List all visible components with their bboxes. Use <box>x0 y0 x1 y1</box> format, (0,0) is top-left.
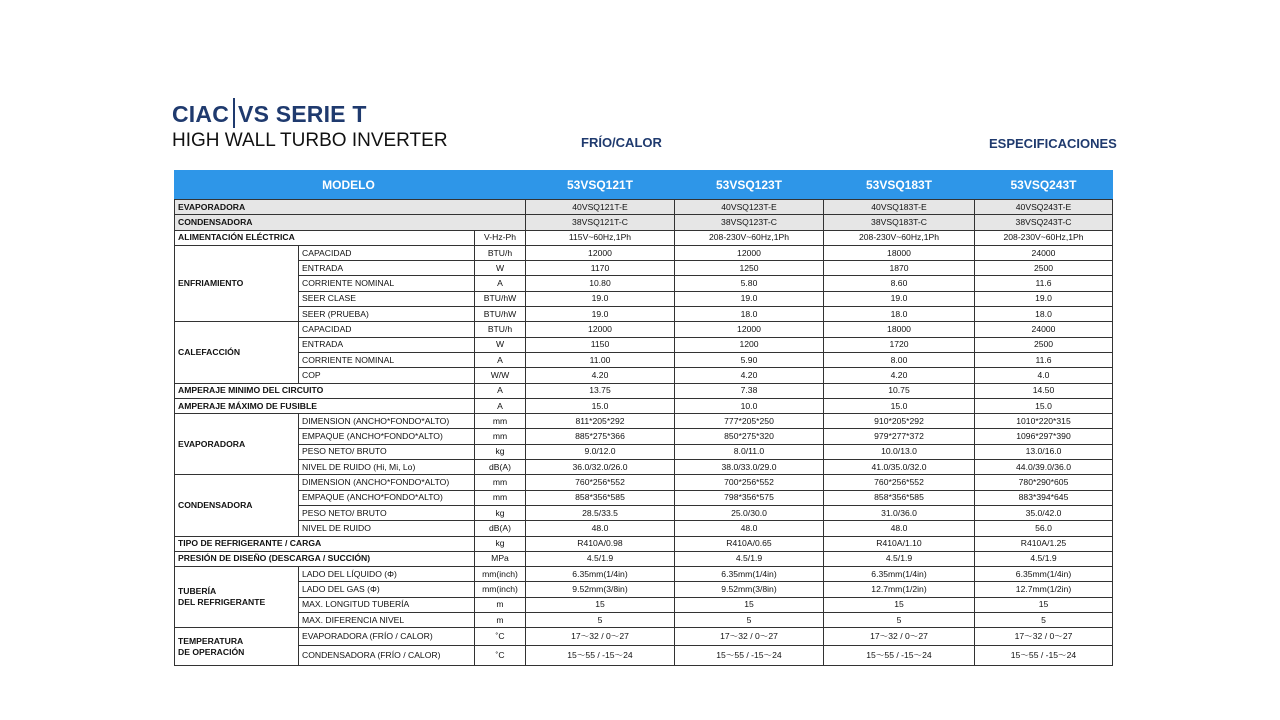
cell-value: 24000 <box>975 245 1113 260</box>
spec-table <box>174 170 1113 666</box>
table-row <box>175 567 1113 582</box>
unit-cell: mm <box>475 475 526 490</box>
cell-value: 4.0 <box>975 368 1113 383</box>
unit-cell: mm <box>475 429 526 444</box>
cell-value: 10.75 <box>824 383 975 398</box>
brand-right: VS SERIE T <box>238 101 367 127</box>
cell-value: 6.35mm(1/4in) <box>675 567 824 582</box>
unit-cell: m <box>475 597 526 612</box>
table-row <box>175 368 1113 383</box>
cell-value: 36.0/32.0/26.0 <box>526 460 675 475</box>
table-row <box>175 276 1113 291</box>
cell-value: 5 <box>824 613 975 628</box>
cell-value: 780*290*605 <box>975 475 1113 490</box>
table-row <box>175 597 1113 612</box>
cell-value: 1096*297*390 <box>975 429 1113 444</box>
cell-value: 14.50 <box>975 383 1113 398</box>
cell-value: 6.35mm(1/4in) <box>975 567 1113 582</box>
param-label: NIVEL DE RUIDO <box>299 521 475 536</box>
unit-cell: BTU/hW <box>475 291 526 306</box>
cell-value: 38VSQ121T-C <box>526 215 675 230</box>
group-label: CONDENSADORA <box>175 475 299 536</box>
cell-value: 48.0 <box>824 521 975 536</box>
unit-cell: kg <box>475 444 526 459</box>
cell-value: 4.20 <box>675 368 824 383</box>
param-label: CONDENSADORA (FRÍO / CALOR) <box>299 646 475 666</box>
cell-value: 9.0/12.0 <box>526 444 675 459</box>
cell-value: 12000 <box>675 245 824 260</box>
brand-divider <box>233 98 235 128</box>
unit-cell: mm(inch) <box>475 582 526 597</box>
table-row <box>175 261 1113 276</box>
cell-value: R410A/0.98 <box>526 536 675 551</box>
table-row <box>175 475 1113 490</box>
cell-value: 760*256*552 <box>824 475 975 490</box>
row-label: AMPERAJE MÁXIMO DE FUSIBLE <box>175 398 475 413</box>
cell-value: 13.0/16.0 <box>975 444 1113 459</box>
cell-value: 18.0 <box>824 307 975 322</box>
cell-value: 9.52mm(3/8in) <box>526 582 675 597</box>
cell-value: 4.5/1.9 <box>824 551 975 566</box>
cell-value: 4.5/1.9 <box>526 551 675 566</box>
param-label: PESO NETO/ BRUTO <box>299 505 475 520</box>
param-label: LADO DEL LÍQUIDO (Φ) <box>299 567 475 582</box>
cell-value: 1250 <box>675 261 824 276</box>
cell-value: 24000 <box>975 322 1113 337</box>
cell-value: 15～55 / -15～24 <box>526 646 675 666</box>
table-row <box>175 536 1113 551</box>
cell-value: 850*275*320 <box>675 429 824 444</box>
section-label: ESPECIFICACIONES <box>989 136 1117 151</box>
row-label: PRESIÓN DE DISEÑO (DESCARGA / SUCCIÓN) <box>175 551 475 566</box>
cell-value: 15.0 <box>526 398 675 413</box>
table-row <box>175 322 1113 337</box>
cell-value: 15 <box>975 597 1113 612</box>
cell-value: 9.52mm(3/8in) <box>675 582 824 597</box>
cell-value: 10.0/13.0 <box>824 444 975 459</box>
param-label: MAX. DIFERENCIA NIVEL <box>299 613 475 628</box>
unit-cell: W/W <box>475 368 526 383</box>
cell-value: 18.0 <box>675 307 824 322</box>
cell-value: 12000 <box>526 245 675 260</box>
cell-value: 40VSQ243T-E <box>975 200 1113 215</box>
row-label: ALIMENTACIÓN ELÉCTRICA <box>175 230 475 245</box>
cell-value: 115V~60Hz,1Ph <box>526 230 675 245</box>
cell-value: 17～32 / 0～27 <box>526 628 675 646</box>
cell-value: 15.0 <box>824 398 975 413</box>
cell-value: 17～32 / 0～27 <box>675 628 824 646</box>
cell-value: 28.5/33.5 <box>526 505 675 520</box>
param-label: SEER (PRUEBA) <box>299 307 475 322</box>
group-label-line: DEL REFRIGERANTE <box>178 597 266 608</box>
cell-value: 19.0 <box>975 291 1113 306</box>
cell-value: 10.0 <box>675 398 824 413</box>
mode-label: FRÍO/CALOR <box>581 135 662 150</box>
unit-cell: V-Hz-Ph <box>475 230 526 245</box>
param-label: NIVEL DE RUIDO (Hi, Mi, Lo) <box>299 460 475 475</box>
cell-value: 19.0 <box>675 291 824 306</box>
cell-value: 19.0 <box>526 307 675 322</box>
unit-cell: dB(A) <box>475 460 526 475</box>
cell-value: 15 <box>824 597 975 612</box>
brand-title <box>172 98 367 128</box>
cell-value: 48.0 <box>526 521 675 536</box>
unit-cell: A <box>475 383 526 398</box>
unit-cell: dB(A) <box>475 521 526 536</box>
table-row <box>175 490 1113 505</box>
cell-value: 8.0/11.0 <box>675 444 824 459</box>
group-label-line: TUBERÍA <box>178 586 217 597</box>
cell-value: 883*394*645 <box>975 490 1113 505</box>
table-row <box>175 444 1113 459</box>
unit-cell: BTU/h <box>475 322 526 337</box>
cell-value: 17～32 / 0～27 <box>975 628 1113 646</box>
cell-value: 12.7mm(1/2in) <box>824 582 975 597</box>
table-row <box>175 383 1113 398</box>
group-label-line: TEMPERATURA <box>178 635 244 646</box>
param-label: MAX. LONGITUD TUBERÍA <box>299 597 475 612</box>
param-label: SEER CLASE <box>299 291 475 306</box>
model-header-cell: 53VSQ121T <box>526 171 675 200</box>
cell-value: 5.80 <box>675 276 824 291</box>
unit-cell: m <box>475 613 526 628</box>
cell-value: 1010*220*315 <box>975 414 1113 429</box>
cell-value: 777*205*250 <box>675 414 824 429</box>
cell-value: 18000 <box>824 322 975 337</box>
cell-value: 17～32 / 0～27 <box>824 628 975 646</box>
model-header-cell: 53VSQ243T <box>975 171 1113 200</box>
cell-value: 11.00 <box>526 352 675 367</box>
unit-cell: ˚C <box>475 646 526 666</box>
cell-value: 15～55 / -15～24 <box>675 646 824 666</box>
cell-value: 5.90 <box>675 352 824 367</box>
param-label: CAPACIDAD <box>299 322 475 337</box>
cell-value: 4.20 <box>824 368 975 383</box>
cell-value: 35.0/42.0 <box>975 505 1113 520</box>
cell-value: 208-230V~60Hz,1Ph <box>824 230 975 245</box>
cell-value: 1170 <box>526 261 675 276</box>
cell-value: 31.0/36.0 <box>824 505 975 520</box>
cell-value: 38VSQ183T-C <box>824 215 975 230</box>
cell-value: 11.6 <box>975 276 1113 291</box>
cell-value: 19.0 <box>526 291 675 306</box>
cell-value: 25.0/30.0 <box>675 505 824 520</box>
cell-value: 7.38 <box>675 383 824 398</box>
table-row <box>175 291 1113 306</box>
unit-cell: kg <box>475 536 526 551</box>
table-row <box>175 460 1113 475</box>
cell-value: 811*205*292 <box>526 414 675 429</box>
table-row <box>175 398 1113 413</box>
cell-value: R410A/0.65 <box>675 536 824 551</box>
cell-value: 1870 <box>824 261 975 276</box>
unit-cell: BTU/hW <box>475 307 526 322</box>
param-label: CORRIENTE NOMINAL <box>299 276 475 291</box>
group-label <box>175 628 299 666</box>
cell-value: 1720 <box>824 337 975 352</box>
cell-value: 12.7mm(1/2in) <box>975 582 1113 597</box>
cell-value: 1200 <box>675 337 824 352</box>
cell-value: 56.0 <box>975 521 1113 536</box>
param-label: EMPAQUE (ANCHO*FONDO*ALTO) <box>299 490 475 505</box>
unit-cell: W <box>475 337 526 352</box>
cell-value: 15.0 <box>975 398 1113 413</box>
cell-value: 4.20 <box>526 368 675 383</box>
param-label: DIMENSION (ANCHO*FONDO*ALTO) <box>299 414 475 429</box>
cell-value: 6.35mm(1/4in) <box>526 567 675 582</box>
table-row <box>175 646 1113 666</box>
brand-left: CIAC <box>172 101 230 127</box>
cell-value: 208-230V~60Hz,1Ph <box>975 230 1113 245</box>
group-label-line: DE OPERACIÓN <box>178 646 245 657</box>
row-label: CONDENSADORA <box>175 215 526 230</box>
table-row <box>175 307 1113 322</box>
cell-value: 2500 <box>975 261 1113 276</box>
param-label: CORRIENTE NOMINAL <box>299 352 475 367</box>
cell-value: 12000 <box>526 322 675 337</box>
cell-value: 5 <box>675 613 824 628</box>
unit-cell: BTU/h <box>475 245 526 260</box>
unit-cell: MPa <box>475 551 526 566</box>
cell-value: 885*275*366 <box>526 429 675 444</box>
cell-value: 38VSQ123T-C <box>675 215 824 230</box>
cell-value: 760*256*552 <box>526 475 675 490</box>
row-label: AMPERAJE MINIMO DEL CIRCUITO <box>175 383 475 398</box>
model-header-label: MODELO <box>175 171 526 200</box>
cell-value: 44.0/39.0/36.0 <box>975 460 1113 475</box>
cell-value: 40VSQ121T-E <box>526 200 675 215</box>
table-row <box>175 521 1113 536</box>
unit-cell: kg <box>475 505 526 520</box>
cell-value: 40VSQ123T-E <box>675 200 824 215</box>
cell-value: 13.75 <box>526 383 675 398</box>
unit-cell: mm(inch) <box>475 567 526 582</box>
cell-value: 18.0 <box>975 307 1113 322</box>
cell-value: 798*356*575 <box>675 490 824 505</box>
table-row <box>175 352 1113 367</box>
cell-value: 38VSQ243T-C <box>975 215 1113 230</box>
cell-value: 10.80 <box>526 276 675 291</box>
unit-cell: mm <box>475 490 526 505</box>
cell-value: R410A/1.10 <box>824 536 975 551</box>
unit-cell: A <box>475 398 526 413</box>
cell-value: 5 <box>975 613 1113 628</box>
cell-value: 41.0/35.0/32.0 <box>824 460 975 475</box>
unit-cell: W <box>475 261 526 276</box>
unit-cell: ˚C <box>475 628 526 646</box>
cell-value: 40VSQ183T-E <box>824 200 975 215</box>
cell-value: 15～55 / -15～24 <box>975 646 1113 666</box>
model-header-cell: 53VSQ183T <box>824 171 975 200</box>
cell-value: 910*205*292 <box>824 414 975 429</box>
cell-value: 15～55 / -15～24 <box>824 646 975 666</box>
cell-value: 8.00 <box>824 352 975 367</box>
param-label: EMPAQUE (ANCHO*FONDO*ALTO) <box>299 429 475 444</box>
model-header-cell: 53VSQ123T <box>675 171 824 200</box>
table-row <box>175 551 1113 566</box>
product-subtitle: HIGH WALL TURBO INVERTER <box>172 130 448 151</box>
cell-value: R410A/1.25 <box>975 536 1113 551</box>
cell-value: 18000 <box>824 245 975 260</box>
cell-value: 5 <box>526 613 675 628</box>
cell-value: 208-230V~60Hz,1Ph <box>675 230 824 245</box>
cell-value: 700*256*552 <box>675 475 824 490</box>
table-row <box>175 628 1113 646</box>
cell-value: 38.0/33.0/29.0 <box>675 460 824 475</box>
group-label: EVAPORADORA <box>175 414 299 475</box>
param-label: LADO DEL GAS (Φ) <box>299 582 475 597</box>
cell-value: 11.6 <box>975 352 1113 367</box>
param-label: CAPACIDAD <box>299 245 475 260</box>
cell-value: 12000 <box>675 322 824 337</box>
cell-value: 4.5/1.9 <box>975 551 1113 566</box>
param-label: PESO NETO/ BRUTO <box>299 444 475 459</box>
cell-value: 2500 <box>975 337 1113 352</box>
cell-value: 15 <box>526 597 675 612</box>
cell-value: 979*277*372 <box>824 429 975 444</box>
table-row <box>175 613 1113 628</box>
cell-value: 4.5/1.9 <box>675 551 824 566</box>
table-row <box>175 230 1113 245</box>
table-row <box>175 200 1113 215</box>
group-label: CALEFACCIÓN <box>175 322 299 383</box>
cell-value: 1150 <box>526 337 675 352</box>
param-label: DIMENSION (ANCHO*FONDO*ALTO) <box>299 475 475 490</box>
table-row <box>175 582 1113 597</box>
param-label: COP <box>299 368 475 383</box>
table-row <box>175 215 1113 230</box>
group-label: ENFRIAMIENTO <box>175 245 299 321</box>
param-label: ENTRADA <box>299 337 475 352</box>
cell-value: 19.0 <box>824 291 975 306</box>
table-row <box>175 505 1113 520</box>
table-row <box>175 414 1113 429</box>
cell-value: 8.60 <box>824 276 975 291</box>
cell-value: 48.0 <box>675 521 824 536</box>
cell-value: 15 <box>675 597 824 612</box>
model-header-row <box>175 171 1113 200</box>
param-label: ENTRADA <box>299 261 475 276</box>
row-label: EVAPORADORA <box>175 200 526 215</box>
cell-value: 858*356*585 <box>526 490 675 505</box>
table-row <box>175 429 1113 444</box>
table-row <box>175 245 1113 260</box>
cell-value: 6.35mm(1/4in) <box>824 567 975 582</box>
row-label: TIPO DE REFRIGERANTE / CARGA <box>175 536 475 551</box>
unit-cell: A <box>475 276 526 291</box>
unit-cell: A <box>475 352 526 367</box>
group-label <box>175 567 299 628</box>
table-row <box>175 337 1113 352</box>
param-label: EVAPORADORA (FRÍO / CALOR) <box>299 628 475 646</box>
unit-cell: mm <box>475 414 526 429</box>
cell-value: 858*356*585 <box>824 490 975 505</box>
